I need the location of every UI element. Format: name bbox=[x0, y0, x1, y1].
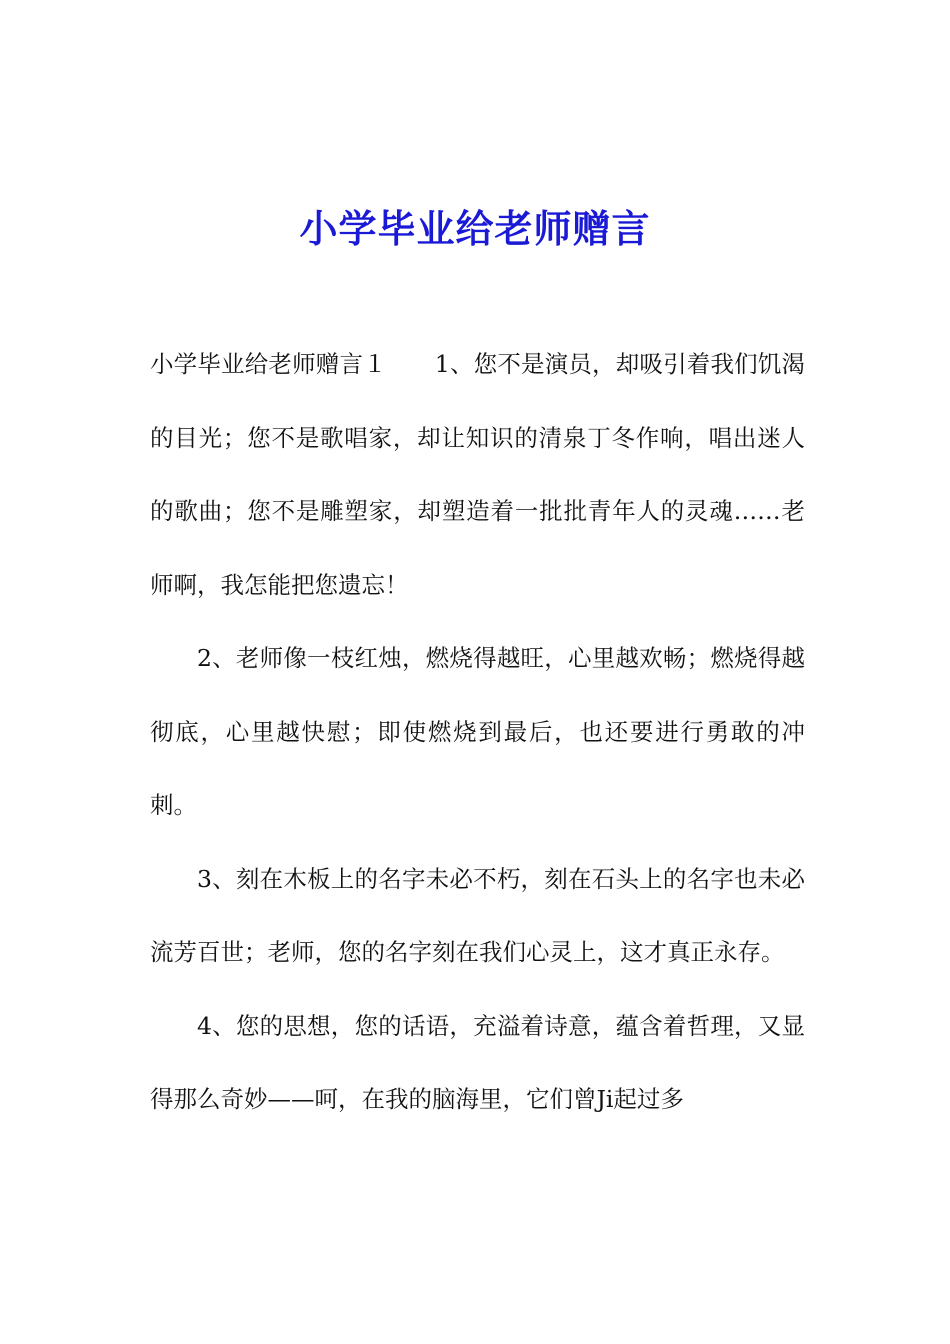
paragraph-1 bbox=[150, 328, 805, 622]
paragraph-3: 3、刻在木板上的名字未必不朽，刻在石头上的名字也未必流芳百世；老师，您的名字刻在我们心灵上，这才真正永存。 bbox=[150, 864, 805, 966]
paragraph-4: 4、您的思想，您的话语，充溢着诗意，蕴含着哲理，又显得那么奇妙——呵，在我的脑海里，它们曾Ji起过多 bbox=[150, 1011, 805, 1113]
paragraph-2: 2、老师像一枝红烛，燃烧得越旺，心里越欢畅；燃烧得越彻底，心里越快慰；即使燃烧到最后，也还要进行勇敢的冲刺。 bbox=[150, 644, 805, 819]
document-body bbox=[150, 328, 805, 1137]
document-title: 小学毕业给老师赠言 bbox=[299, 206, 651, 252]
intro-heading: 小学毕业给老师赠言１ bbox=[150, 350, 387, 378]
paragraph-1-text: 1、您不是演员，却吸引着我们饥渴的目光；您不是歌唱家，却让知识的清泉丁冬作响，唱出迷人的歌曲；您不是雕塑家，却塑造着一批批青年人的灵魂……老师啊，我怎能把您遗忘！ bbox=[150, 350, 806, 599]
